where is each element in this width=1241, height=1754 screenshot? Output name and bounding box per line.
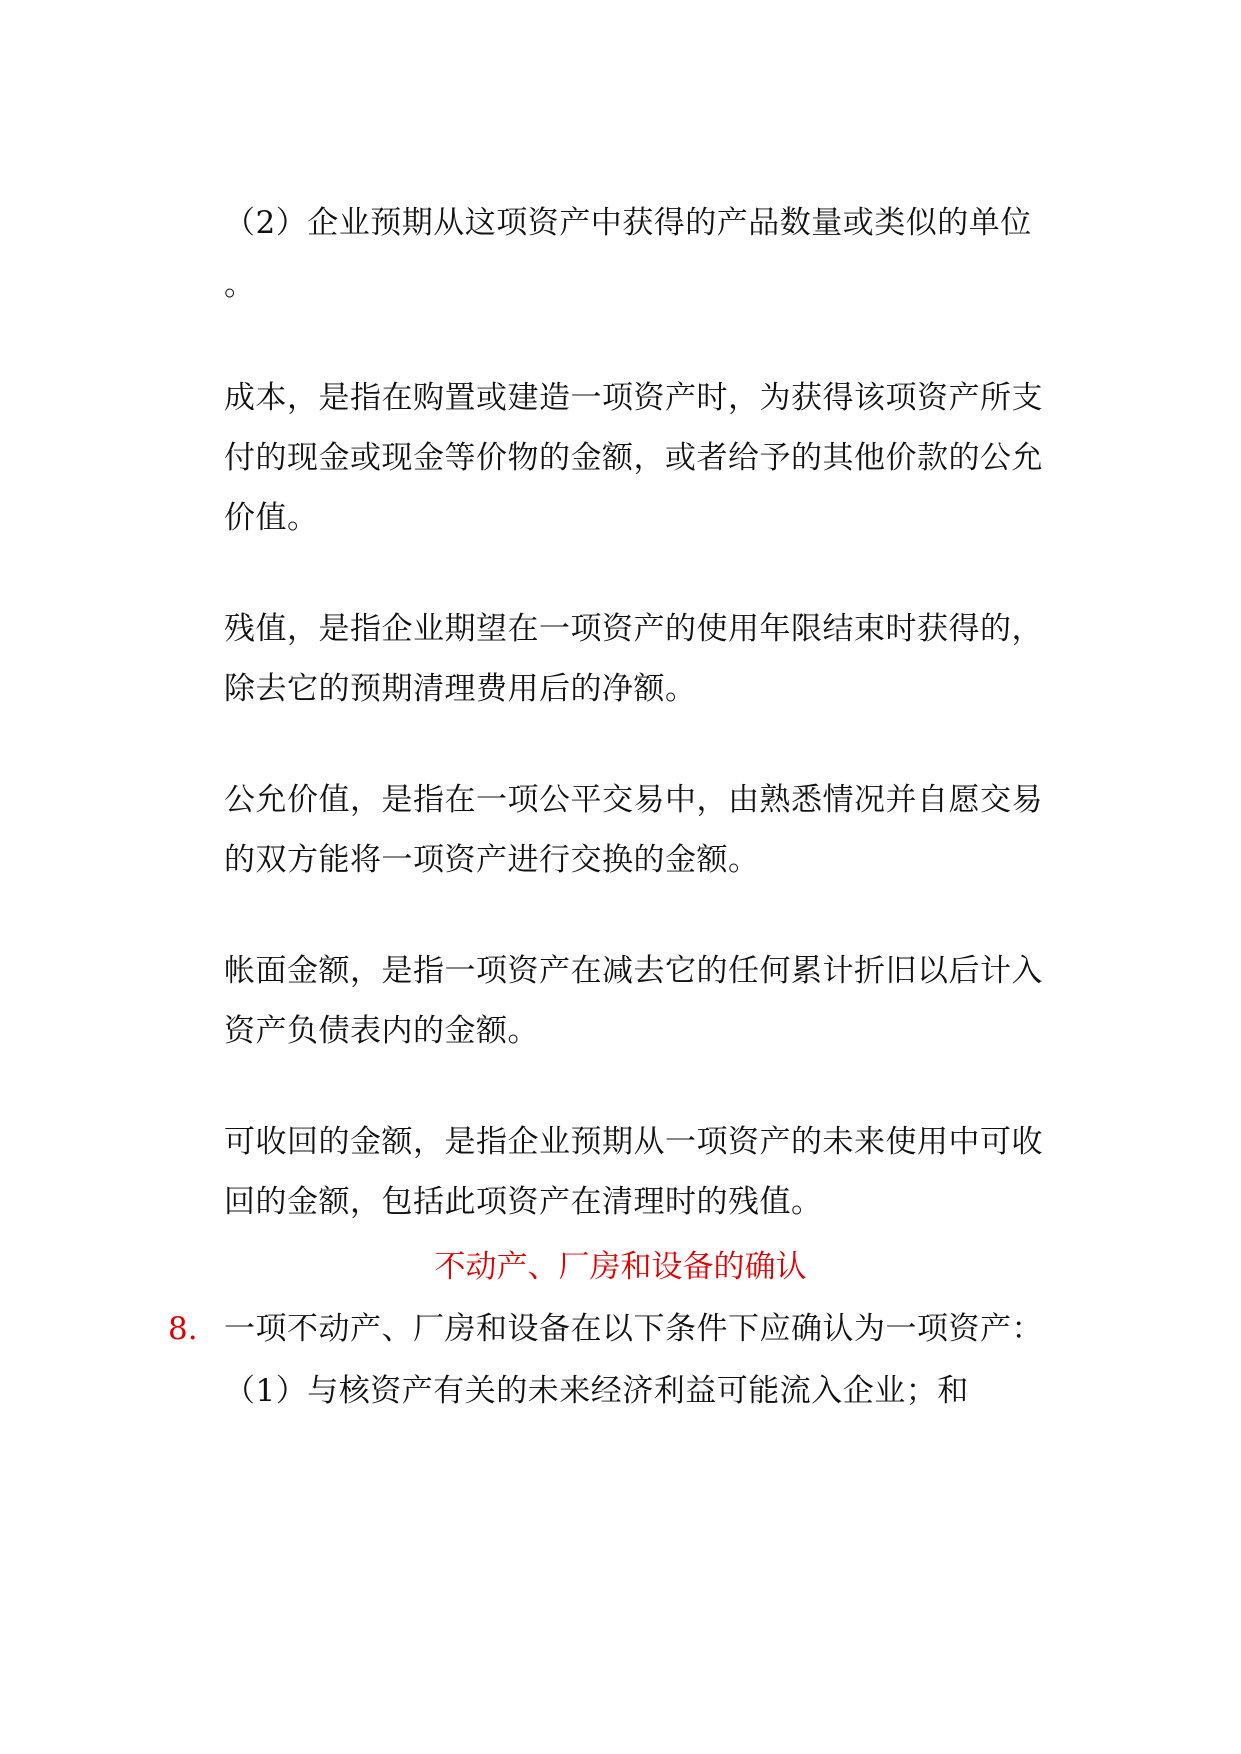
paragraph-residual-line-1: 残值，是指企业期望在一项资产的使用年限结束时获得的， (224, 611, 1043, 647)
item-8-text: 一项不动产、厂房和设备在以下条件下应确认为一项资产： (224, 1311, 1043, 1347)
item-number-8: 8. (168, 1311, 198, 1347)
paragraph-cost-line-1: 成本，是指在购置或建造一项资产时，为获得该项资产所支 (224, 380, 1043, 416)
paragraph-units-line-2: 。 (224, 267, 256, 303)
item-8-sub-1: （1）与核资产有关的未来经济利益可能流入企业；和 (224, 1373, 969, 1409)
paragraph-recoverable-line-1: 可收回的金额，是指企业预期从一项资产的未来使用中可收 (224, 1124, 1043, 1160)
paragraph-cost-line-3: 价值。 (224, 500, 319, 536)
paragraph-cost-line-2: 付的现金或现金等价物的金额，或者给予的其他价款的公允 (224, 440, 1043, 476)
paragraph-fair-value-line-1: 公允价值，是指在一项公平交易中，由熟悉情况并自愿交易 (224, 782, 1043, 818)
paragraph-units-line-1: （2）企业预期从这项资产中获得的产品数量或类似的单位 (224, 205, 1032, 241)
paragraph-fair-value-line-2: 的双方能将一项资产进行交换的金额。 (224, 842, 760, 878)
paragraph-recoverable-line-2: 回的金额，包括此项资产在清理时的残值。 (224, 1184, 823, 1220)
section-heading: 不动产、厂房和设备的确认 (434, 1249, 807, 1285)
paragraph-carrying-line-1: 帐面金额，是指一项资产在减去它的任何累计折旧以后计入 (224, 953, 1043, 989)
paragraph-residual-line-2: 除去它的预期清理费用后的净额。 (224, 671, 697, 707)
paragraph-carrying-line-2: 资产负债表内的金额。 (224, 1013, 539, 1049)
